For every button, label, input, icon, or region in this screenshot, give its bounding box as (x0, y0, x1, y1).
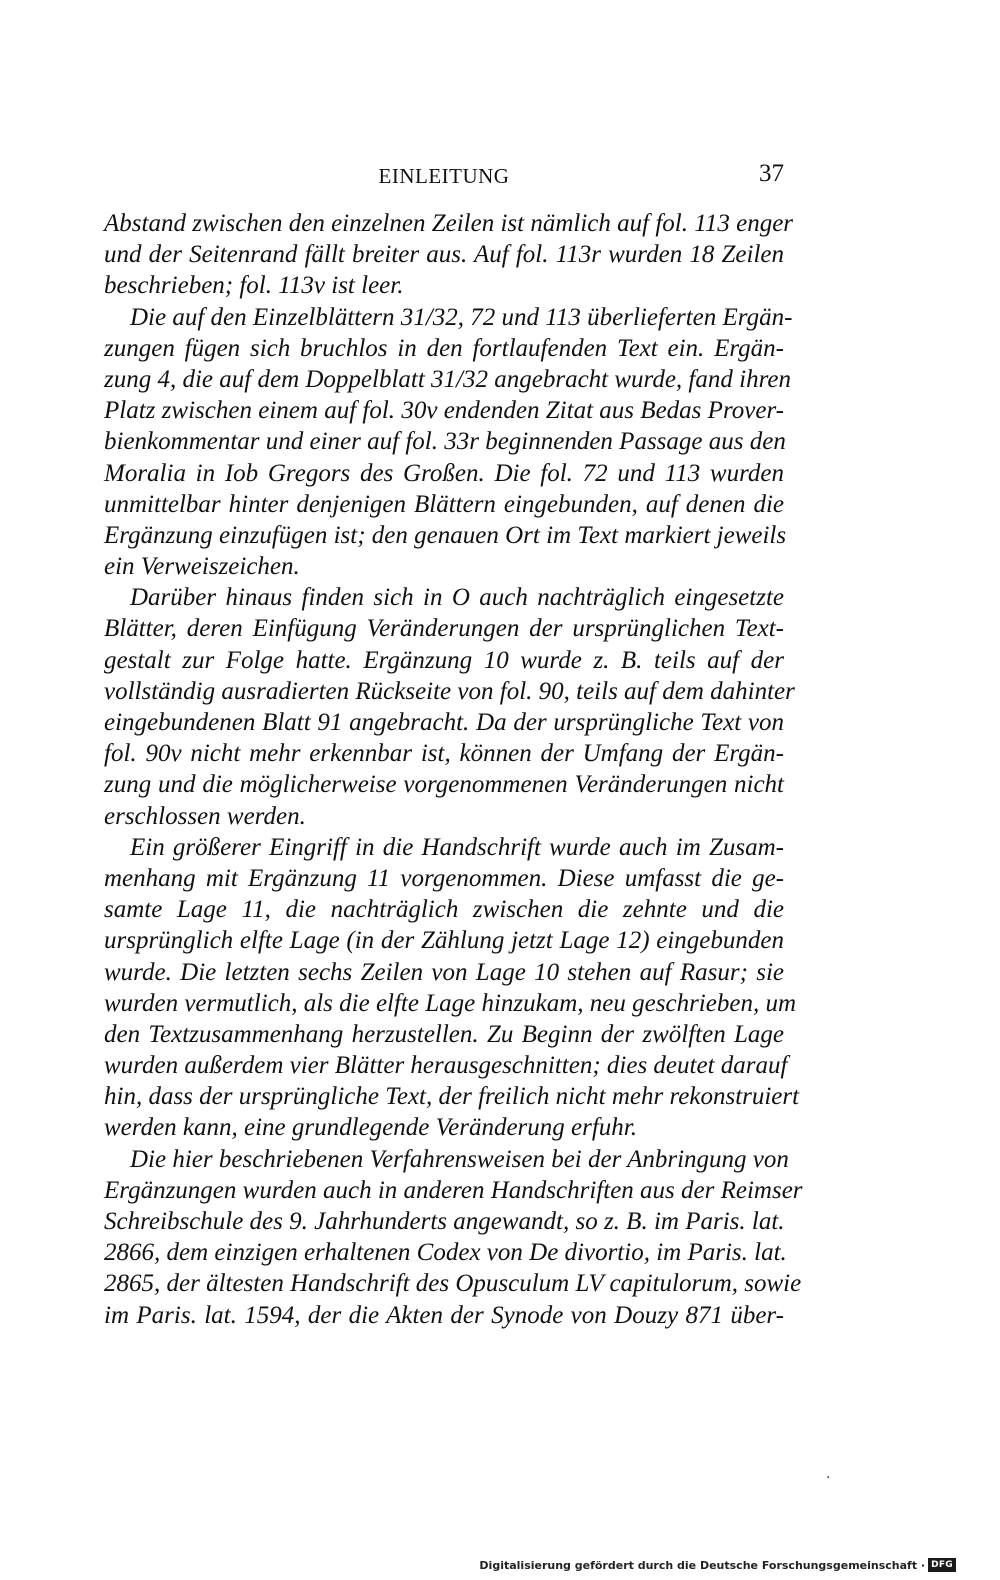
text-line: bienkommentar und einer auf fol. 33r beginnenden Passage aus den (104, 428, 786, 456)
text-line: und der Seitenrand fällt breiter aus. Auf fol. 113r wurden 18 Zeilen (104, 241, 784, 269)
text-line: beschrieben; fol. 113v ist leer. (104, 272, 404, 300)
page-number: 37 (759, 160, 784, 187)
text-line: wurden vermutlich, als die elfte Lage hinzukam, neu geschrieben, um (104, 989, 796, 1017)
text-line: hin, dass der ursprüngliche Text, der freilich nicht mehr rekonstruiert (104, 1083, 800, 1111)
text-line: Darüber hinaus finden sich in O auch nachträglich eingesetzte (130, 584, 784, 612)
paragraph (104, 208, 794, 302)
paragraph (104, 302, 793, 583)
paragraph (104, 582, 795, 832)
margin-mark: · (826, 1470, 831, 1486)
text-line: ursprünglich elfte Lage (in der Zählung jetzt Lage 12) eingebunden (104, 927, 784, 955)
text-line: zung 4, die auf dem Doppelblatt 31/32 angebracht wurde, fand ihren (104, 365, 791, 393)
text-line: Moralia in Iob Gregors des Großen. Die fol. 72 und 113 wurden (104, 459, 784, 487)
text-line: wurden außerdem vier Blätter herausgeschnitten; dies deutet darauf (104, 1052, 788, 1080)
text-line: unmittelbar hinter denjenigen Blättern eingebunden, auf denen die (104, 490, 784, 518)
text-line: Die hier beschriebenen Verfahrensweisen bei der Anbringung von (130, 1145, 789, 1173)
running-head (104, 160, 784, 196)
text-line: gestalt zur Folge hatte. Ergänzung 10 wurde z. B. teils auf der (104, 646, 784, 674)
running-title: EINLEITUNG (378, 164, 510, 188)
text-line: Abstand zwischen den einzelnen Zeilen ist nämlich auf fol. 113 enger (104, 210, 794, 237)
body-text (104, 208, 803, 1331)
text-line: vollständig ausradierten Rückseite von fol. 90, teils auf dem dahinter (104, 677, 795, 705)
credit-text: Digitalisierung gefördert durch die Deutsche Forschungsgemeinschaft · (479, 1558, 926, 1572)
paragraph (104, 832, 800, 1144)
text-line: zung und die möglicherweise vorgenommenen Veränderungen nicht (104, 771, 784, 799)
text-line: Ergänzungen wurden auch in anderen Handschriften aus der Reimser (104, 1176, 803, 1204)
text-line: Ergänzung einzufügen ist; den genauen Ort im Text markiert jeweils (104, 521, 787, 549)
text-line: Schreibschule des 9. Jahrhunderts angewandt, so z. B. im Paris. lat. (104, 1208, 785, 1235)
text-line: den Textzusammenhang herzustellen. Zu Beginn der zwölften Lage (104, 1020, 784, 1048)
text-line: im Paris. lat. 1594, der die Akten der Synode von Douzy 871 über- (104, 1301, 784, 1329)
text-line: 2866, dem einzigen erhaltenen Codex von De divortio, im Paris. lat. (104, 1239, 787, 1267)
text-line: Ein größerer Eingriff in die Handschrift wurde auch im Zusam- (130, 833, 784, 861)
text-line: wurde. Die letzten sechs Zeilen von Lage 10 stehen auf Rasur; sie (104, 958, 784, 986)
text-line: zungen fügen sich bruchlos in den fortlaufenden Text ein. Ergän- (104, 334, 784, 362)
text-line: 2865, der ältesten Handschrift des Opusculum LV capitulorum, sowie (104, 1270, 802, 1298)
text-line: samte Lage 11, die nachträglich zwischen die zehnte und die (104, 896, 784, 924)
digitization-credit (479, 1556, 956, 1574)
text-line: Blätter, deren Einfügung Veränderungen der ursprünglichen Text- (104, 615, 784, 643)
text-line: fol. 90v nicht mehr erkennbar ist, können der Umfang der Ergän- (104, 740, 784, 768)
text-line: Die auf den Einzelblättern 31/32, 72 und 113 überlieferten Ergän- (130, 303, 793, 331)
dfg-logo: DFG (928, 1558, 956, 1572)
text-line: ein Verweiszeichen. (104, 553, 300, 581)
text-line: Platz zwischen einem auf fol. 30v endenden Zitat aus Bedas Prover- (104, 397, 784, 425)
text-line: eingebundenen Blatt 91 angebracht. Da der ursprüngliche Text von (104, 709, 784, 736)
text-line: erschlossen werden. (104, 802, 306, 830)
text-line: werden kann, eine grundlegende Veränderung erfuhr. (104, 1114, 637, 1142)
paragraph (104, 1144, 803, 1331)
text-line: menhang mit Ergänzung 11 vorgenommen. Diese umfasst die ge- (104, 864, 784, 892)
